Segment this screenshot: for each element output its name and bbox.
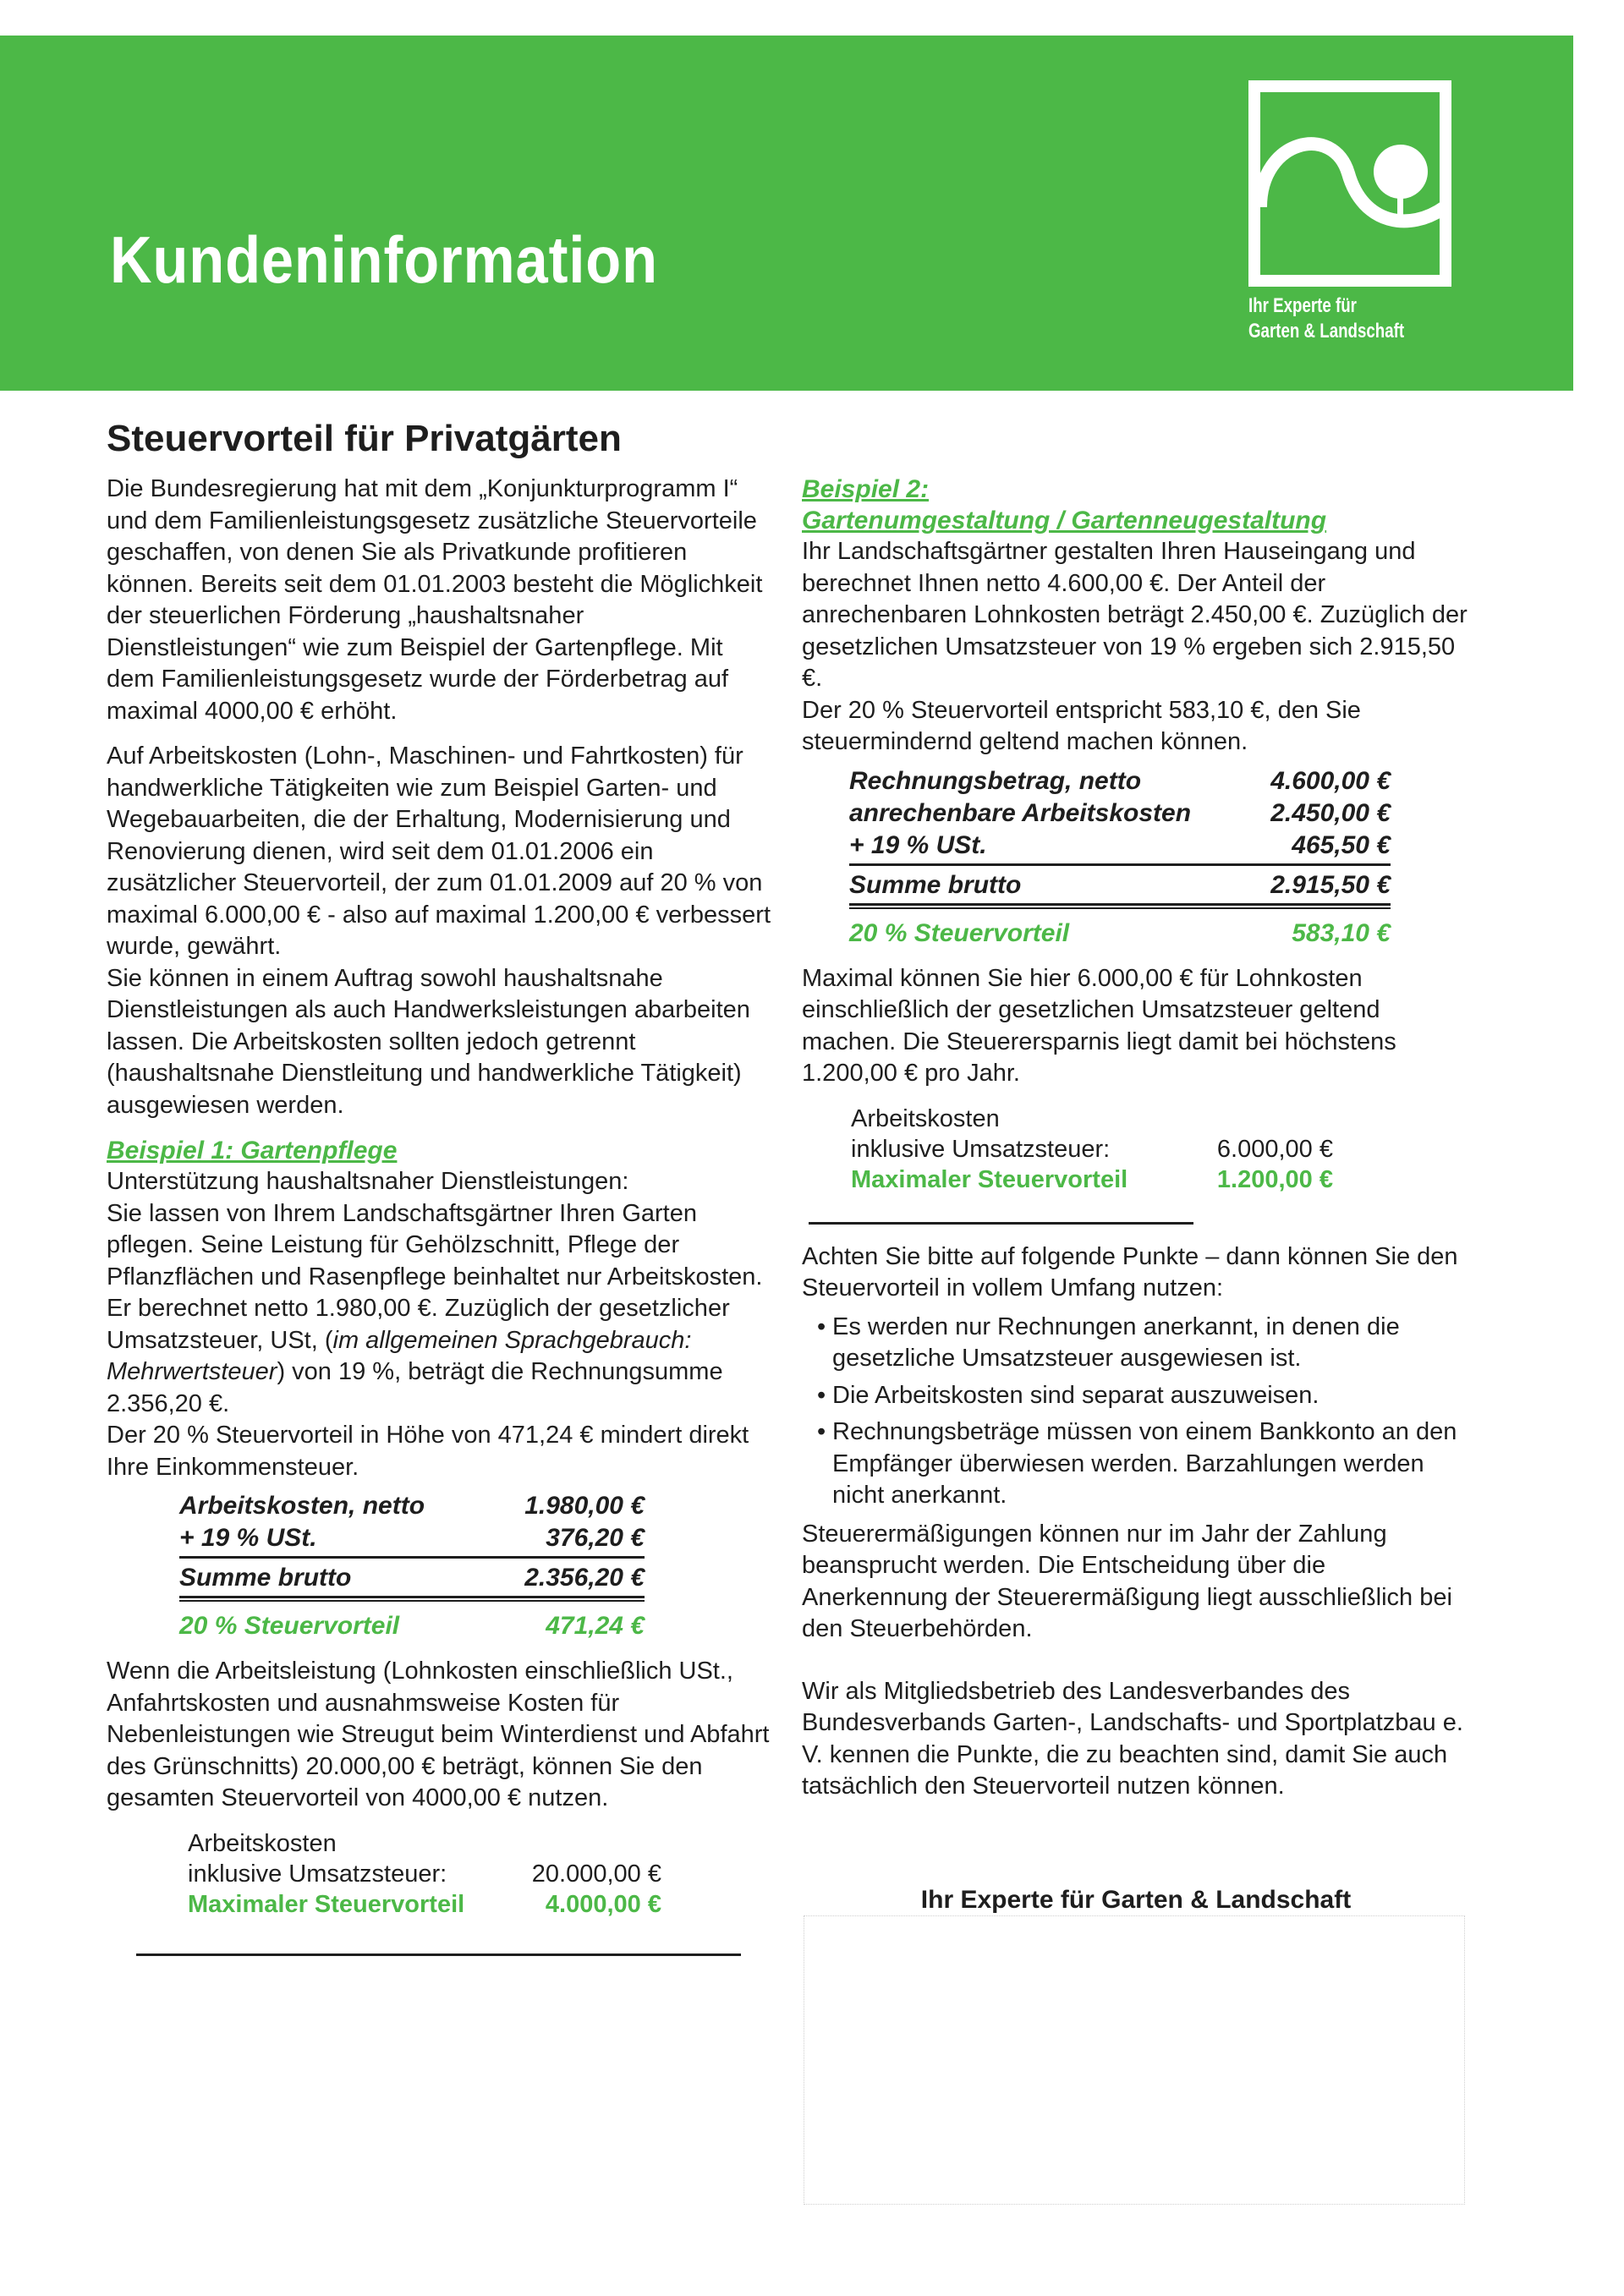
calc-row-result (179, 1610, 645, 1642)
calc-label: + 19 % USt. (849, 830, 987, 859)
calc-value: 1.980,00 € (524, 1492, 645, 1520)
signature-line: Ihr Experte für Garten & Landschaft (920, 1886, 1352, 1914)
max-row (851, 1134, 1333, 1164)
example1-text3 (107, 1293, 775, 1420)
right-column (802, 474, 1470, 1803)
notes-list-item: • Die Arbeitskosten sind separat auszuweisen. (817, 1380, 1470, 1412)
calc-double-divider (849, 903, 1391, 909)
example2-max-box (851, 1104, 1333, 1195)
example2-heading-line1: Beispiel 2: (802, 475, 930, 503)
logo-tagline-line2: Garten & Landschaft (1248, 320, 1405, 342)
max-label: Maximaler Steuervorteil (188, 1890, 465, 1918)
notes-list-item: • Rechnungsbeträge müssen von einem Bankkonto an den Empfänger überwiesen werden. Barzahlungen werden nicht anerkannt. (817, 1417, 1470, 1512)
example2-text2: Der 20 % Steuervorteil entspricht 583,10 €, den Sie steuermindernd geltend machen können. (802, 696, 1361, 755)
calc-label: 20 % Steuervorteil (179, 1612, 400, 1640)
calc-value: 583,10 € (1292, 918, 1391, 947)
example1-max-box (188, 1828, 661, 1920)
section-divider (136, 1954, 741, 1956)
labor-costs-paragraph: Auf Arbeitskosten (Lohn-, Maschinen- und Fahrtkosten) für handwerkliche Tätigkeiten wie zum Beispiel Garten- und Wegebauarbeiten, die der Erhaltung, Modernisierung und Renovierung dienen, wird seit dem 01.01.2006 ein zusätzlicher Steuervorteil, der zum 01.01.2009 auf 20 % von maximal 6.000,00 € - also auf maximal 1.200,00 € verbessert wurde, gewährt. (107, 743, 771, 960)
example1-heading: Beispiel 1: Gartenpflege (107, 1137, 398, 1164)
calc-label: anrechenbare Arbeitskosten (849, 798, 1192, 827)
garden-landscape-logo-icon (1248, 80, 1451, 287)
calc-label: Arbeitskosten, netto (179, 1492, 425, 1520)
logo-tagline-line1: Ihr Experte für (1248, 294, 1357, 317)
max-value: 1.200,00 € (1216, 1165, 1333, 1193)
notes-intro: Achten Sie bitte auf folgende Punkte – dann können Sie den Steuervorteil in vollem Umfang nutzen: (802, 1242, 1458, 1301)
calc-double-divider (179, 1596, 645, 1602)
example1-text3-italic: im allgemeinen Sprachgebrauch: Mehrwertsteuer (107, 1326, 692, 1385)
section-divider (809, 1222, 1193, 1225)
max-label: Arbeitskosten (188, 1829, 337, 1857)
calc-row-result (849, 918, 1391, 950)
calc-label: Summe brutto (179, 1564, 352, 1592)
calc-row (179, 1562, 645, 1594)
calc-value: 376,20 € (546, 1524, 645, 1552)
calc-label: Summe brutto (849, 870, 1022, 899)
calc-row (849, 765, 1391, 797)
calc-row (179, 1522, 645, 1554)
max-row-result (851, 1164, 1333, 1195)
calc-row (849, 869, 1391, 901)
example1-text3-pre: Er berechnet netto 1.980,00 €. Zuzüglich der gesetzlicher Umsatzsteuer, USt, ( (107, 1295, 730, 1354)
example2-calculation (849, 765, 1391, 950)
calc-row (849, 830, 1391, 862)
calc-label: Rechnungsbetrag, netto (849, 766, 1142, 795)
example1-text5: Wenn die Arbeitsleistung (Lohnkosten einschließlich USt., Anfahrtskosten und ausnahmsweise Kosten für Nebenleistungen wie Streugut beim Winterdienst und Abfahrt des Grünschnitts) 20.000,00 € beträgt, können Sie den gesamten Steuervorteil von 4000,00 € nutzen. (107, 1658, 770, 1811)
example1-text4: Der 20 % Steuervorteil in Höhe von 471,24 € mindert direkt Ihre Einkommensteuer. (107, 1422, 749, 1481)
calc-value: 465,50 € (1292, 830, 1391, 859)
page-title: Kundeninformation (110, 222, 658, 297)
calc-value: 2.450,00 € (1270, 798, 1391, 827)
left-column (107, 416, 775, 1956)
example2-text3: Maximal können Sie hier 6.000,00 € für Lohnkosten einschließlich der gesetzlichen Umsatzsteuer geltend machen. Die Steuerersparnis liegt damit bei höchstens 1.200,00 € pro Jahr. (802, 964, 1396, 1087)
example2-heading-line2: Gartenumgestaltung / Gartenneugestaltung (802, 507, 1327, 534)
intro-paragraph: Die Bundesregierung hat mit dem „Konjunkturprogramm I“ und dem Familienleistungsgesetz zusätzliche Steuervorteile geschaffen, von denen Sie als Privatkunde profitieren können. Bereits seit dem 01.01.2003 besteht die Möglichkeit der steuerlichen Förderung „haushaltsnaher Dienstleistungen“ wie zum Beispiel der Gartenpflege. Mit dem Familienleistungsgesetz wurde der Förderbetrag auf maximal 4000,00 € erhöht. (107, 475, 763, 725)
calc-row (849, 797, 1391, 830)
calc-label: + 19 % USt. (179, 1524, 317, 1552)
calc-value: 4.600,00 € (1270, 766, 1391, 795)
combined-order-paragraph: Sie können in einem Auftrag sowohl haushaltsnahe Dienstleistungen als auch Handwerksleistungen abarbeiten lassen. Die Arbeitskosten sollten jedoch getrennt (haushaltsnahe Dienstleitung und handwerkliche Tätigkeit) ausgewiesen werden. (107, 964, 750, 1119)
notes-list-item: • Es werden nur Rechnungen anerkannt, in denen die gesetzliche Umsatzsteuer ausgewiesen ist. (817, 1312, 1470, 1375)
example2-text1: Ihr Landschaftsgärtner gestalten Ihren Hauseingang und berechnet Ihnen netto 4.600,00 €. Der Anteil der anrechenbaren Lohnkosten beträgt 2.450,00 €. Zuzüglich der gesetzlichen Umsatzsteuer von 19 % ergeben sich 2.915,50 €. (802, 538, 1468, 692)
calc-value: 471,24 € (546, 1612, 645, 1640)
calc-row (179, 1490, 645, 1522)
max-value: 20.000,00 € (531, 1860, 661, 1888)
company-stamp-box (804, 1915, 1465, 2205)
example1-text1: Unterstützung haushaltsnaher Dienstleistungen: (107, 1168, 629, 1195)
example1-calculation (179, 1490, 645, 1642)
max-value: 4.000,00 € (545, 1890, 661, 1918)
section-heading: Steuervorteil für Privatgärten (107, 418, 622, 459)
max-value: 6.000,00 € (1216, 1135, 1333, 1163)
max-row-result (188, 1889, 661, 1920)
calc-value: 2.356,20 € (524, 1564, 645, 1592)
calc-value: 2.915,50 € (1270, 870, 1391, 899)
member-paragraph: Wir als Mitgliedsbetrieb des Landesverbandes des Bundesverbands Garten-, Landschafts- und Sportplatzbau e. V. kennen die Punkte, die zu beachten sind, damit Sie auch tatsächlich den Steuervorteil nutzen können. (802, 1677, 1463, 1800)
calc-divider (849, 863, 1391, 866)
max-label: inklusive Umsatzsteuer: (188, 1860, 447, 1888)
calc-divider (179, 1556, 645, 1559)
max-label: Arbeitskosten (851, 1104, 1000, 1132)
example1-text3-post: ) von 19 %, beträgt die Rechnungsumme 2.356,20 €. (107, 1358, 723, 1417)
tax-reduction-paragraph: Steuerermäßigungen können nur im Jahr der Zahlung beansprucht werden. Die Entscheidung über die Anerkennung der Steuerermäßigung liegt ausschließlich bei den Steuerbehörden. (802, 1520, 1452, 1642)
max-label: Maximaler Steuervorteil (851, 1165, 1128, 1193)
logo-tagline (1248, 293, 1404, 344)
max-label: inklusive Umsatzsteuer: (851, 1135, 1111, 1163)
calc-label: 20 % Steuervorteil (849, 918, 1070, 947)
max-row (188, 1859, 661, 1889)
example1-text2: Sie lassen von Ihrem Landschaftsgärtner Ihren Garten pflegen. Seine Leistung für Gehölzschnitt, Pflege der Pflanzflächen und Rasenpflege beinhaltet nur Arbeitskosten. (107, 1199, 763, 1290)
notes-list (802, 1312, 1470, 1512)
